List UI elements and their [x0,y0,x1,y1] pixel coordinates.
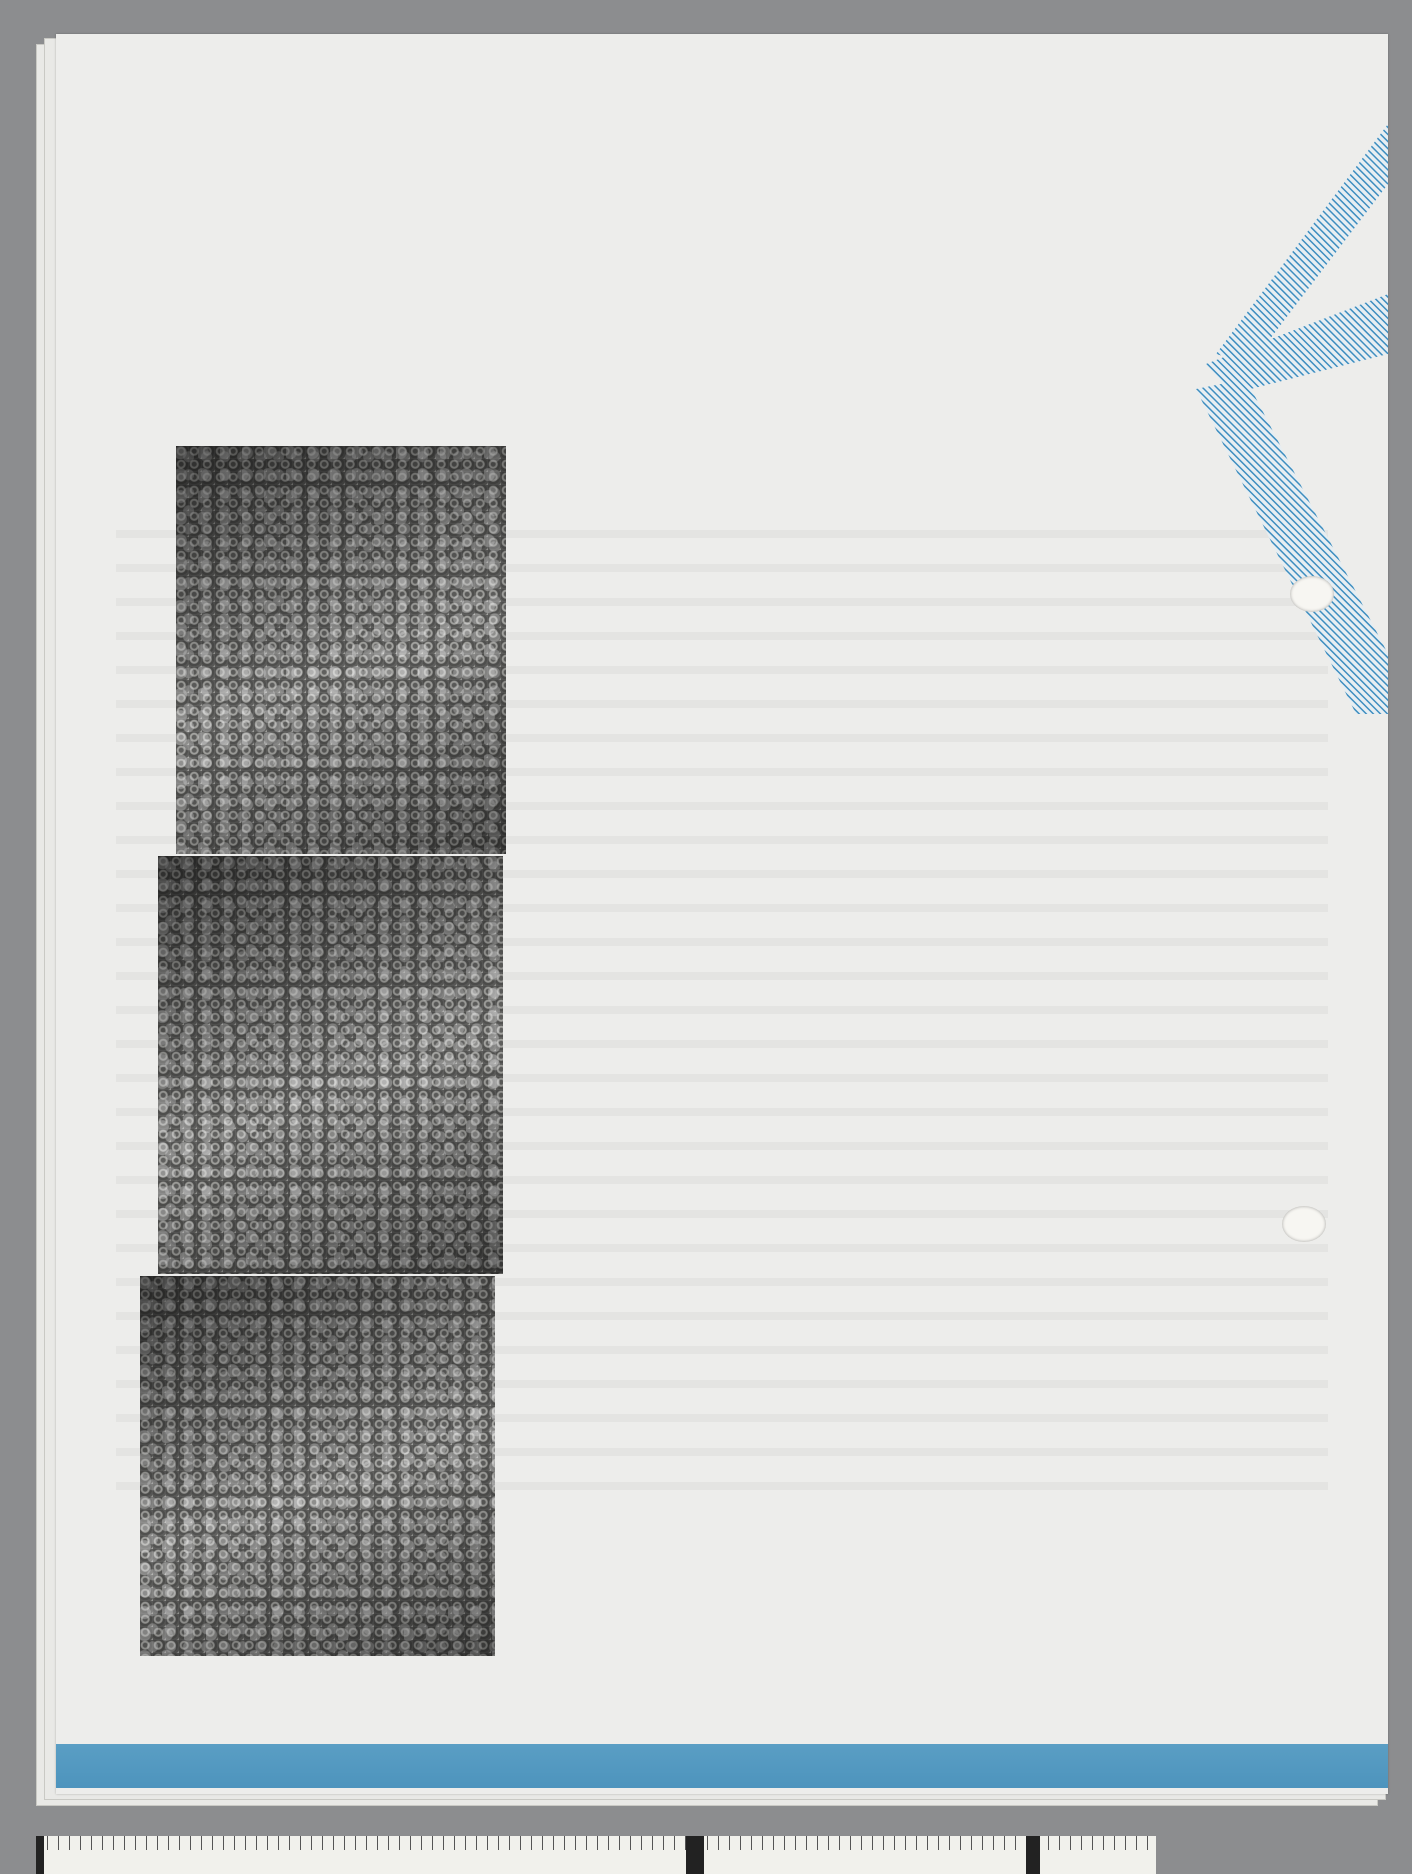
document-page [56,34,1388,1794]
poem [566,484,1386,528]
blue-band [56,1744,1388,1788]
photo-banner-protest [158,856,503,1274]
photo-crowd-marching [176,446,506,854]
photo-collage [140,446,510,1754]
scale-ruler [36,1836,1156,1874]
punch-hole [1290,576,1334,612]
rope-knot [1196,124,1388,714]
photo-raised-hands [140,1276,495,1656]
punch-hole [1282,1206,1326,1242]
